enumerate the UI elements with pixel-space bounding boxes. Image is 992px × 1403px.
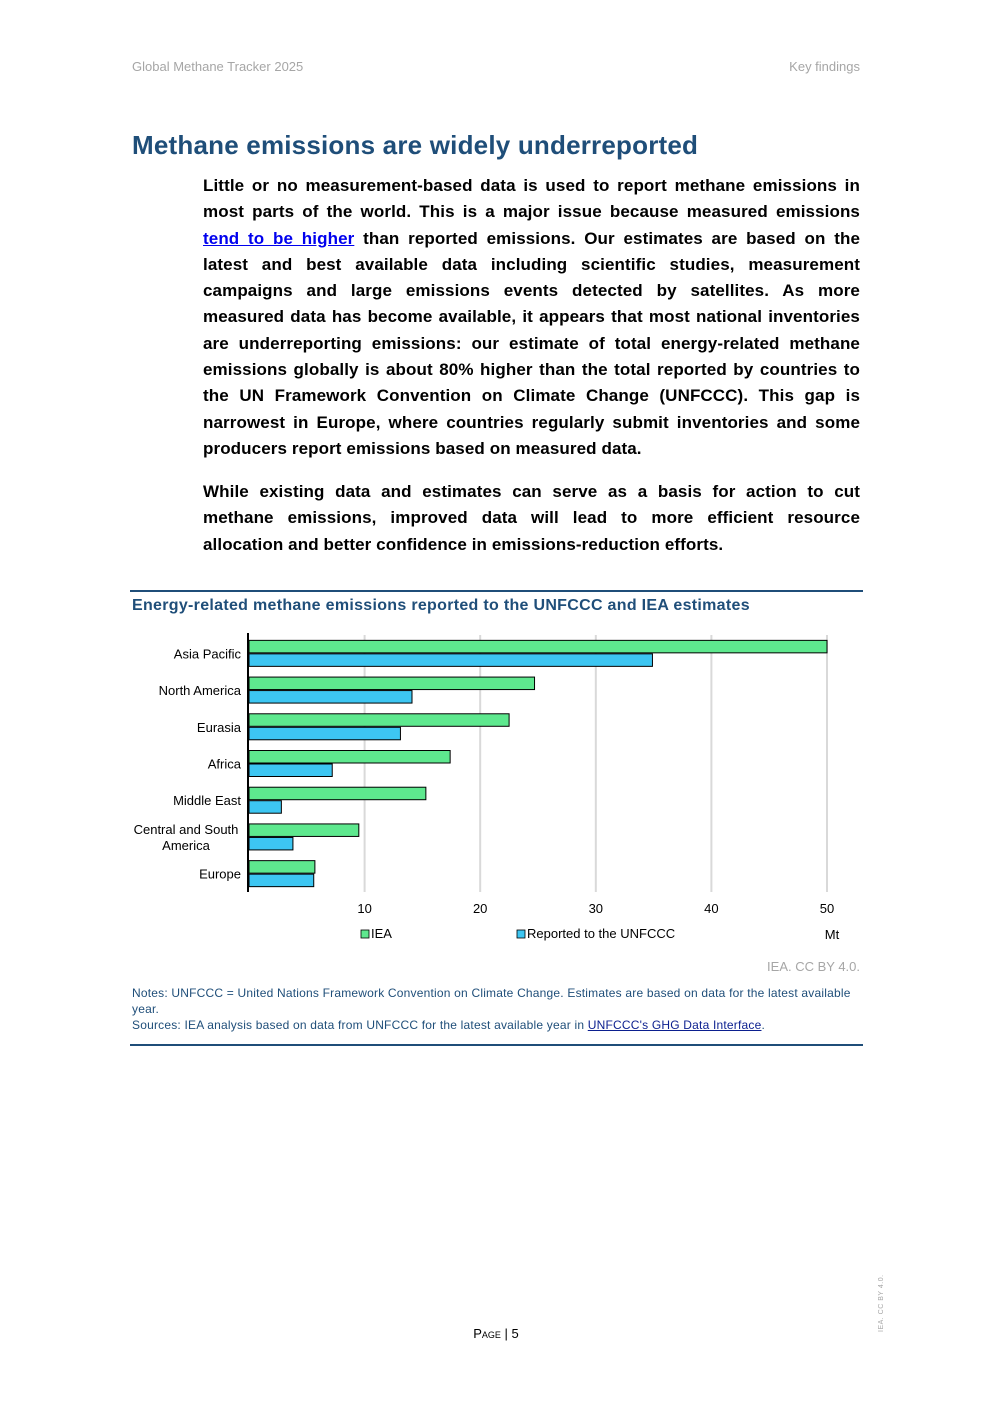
category-label-eurasia: Eurasia	[196, 719, 241, 735]
page-number-value: 5	[511, 1326, 519, 1341]
bar-chart-svg	[120, 625, 880, 955]
paragraph-1-text-a: Little or no measurement-based data is used to report methane emissions in most parts of the world. This is a major issue because measured emissions	[203, 176, 860, 222]
bar-iea-africa	[249, 751, 450, 764]
figure-credit: IEA. CC BY 4.0.	[767, 959, 860, 974]
section-title: Methane emissions are widely underreported	[132, 130, 699, 160]
bar-iea-central-and-south-america	[249, 824, 359, 837]
x-tick-label-10: 10	[357, 901, 372, 916]
figure-notes	[132, 985, 862, 1033]
notes-text: Notes: UNFCCC = United Nations Framework Convention on Climate Change. Estimates are based on data for the latest available year.	[132, 986, 851, 1016]
x-tick-label-30: 30	[588, 901, 604, 916]
figure-title: Energy-related methane emissions reported to the UNFCCC and IEA estimates	[132, 597, 750, 614]
running-header-section: Key findings	[789, 59, 860, 74]
category-label-central-and-south-america-line-1: Central and South	[133, 821, 239, 837]
ghg-data-interface-link[interactable]: UNFCCC's GHG Data Interface	[587, 1018, 762, 1032]
side-credit: IEA. CC BY 4.0.	[878, 1274, 885, 1332]
x-tick-label-40: 40	[704, 901, 719, 916]
bar-reported-to-the-unfccc-middle-east	[249, 801, 281, 814]
page-word: Page	[473, 1326, 501, 1341]
legend-swatch-iea	[361, 930, 369, 938]
category-label-north-america: North America	[158, 683, 241, 699]
bar-reported-to-the-unfccc-europe	[249, 874, 314, 887]
sources-suffix: .	[761, 1018, 766, 1032]
bar-iea-europe	[249, 861, 315, 874]
legend-label-iea: IEA	[371, 926, 392, 941]
paragraph-1-text-b: than reported emissions. Our estimates are based on the latest and best available data including scientific studies, measurement campaigns and large emissions events detected by satellites. As more measured data has become available, it appears that most national inventories are underreporting emissions: our estimate of total energy-related methane emissions globally is about 80% higher than the total reported by countries to the UN Framework Convention on Climate Change (UNFCCC). This gap is narrowest in Europe, where countries regularly submit inventories and some producers report emissions based on measured data.	[203, 228, 860, 458]
bar-reported-to-the-unfccc-asia-pacific	[249, 654, 652, 667]
bar-iea-middle-east	[249, 787, 426, 800]
category-label-africa: Africa	[207, 756, 241, 772]
category-label-middle-east: Middle East	[173, 793, 241, 809]
page-number	[0, 1326, 992, 1341]
category-label-europe: Europe	[199, 866, 241, 882]
x-tick-label-50: 50	[819, 901, 835, 916]
bar-iea-asia-pacific	[249, 640, 827, 653]
methane-emissions-chart	[120, 625, 880, 955]
bar-reported-to-the-unfccc-africa	[249, 764, 332, 777]
bar-reported-to-the-unfccc-north-america	[249, 691, 412, 704]
legend-swatch-reported-to-the-unfccc	[517, 930, 525, 938]
legend-label-reported-to-the-unfccc: Reported to the UNFCCC	[527, 926, 676, 941]
bar-reported-to-the-unfccc-central-and-south-america	[249, 837, 293, 850]
bar-reported-to-the-unfccc-eurasia	[249, 727, 400, 740]
sources-text	[132, 1017, 862, 1033]
figure-top-rule	[130, 590, 863, 592]
bar-iea-eurasia	[249, 714, 509, 727]
figure-bottom-rule	[130, 1044, 863, 1046]
running-header-title: Global Methane Tracker 2025	[132, 59, 304, 74]
sources-prefix: Sources: IEA analysis based on data from UNFCCC for the latest available year in	[132, 1018, 588, 1032]
category-label-asia-pacific: Asia Pacific	[173, 646, 241, 662]
category-label-central-and-south-america-line-2: America	[162, 837, 210, 853]
x-tick-label-20: 20	[472, 901, 488, 916]
body-paragraph-1	[203, 173, 860, 462]
body-paragraph-2: While existing data and estimates can serve as a basis for action to cut methane emissions, improved data will lead to more efficient resource allocation and better confidence in emissions-reduction efforts.	[203, 482, 860, 554]
tend-to-be-higher-link[interactable]: tend to be higher	[203, 228, 355, 248]
bar-iea-north-america	[249, 677, 535, 690]
page-separator: |	[500, 1326, 512, 1341]
x-unit-label: Mt	[824, 927, 840, 942]
